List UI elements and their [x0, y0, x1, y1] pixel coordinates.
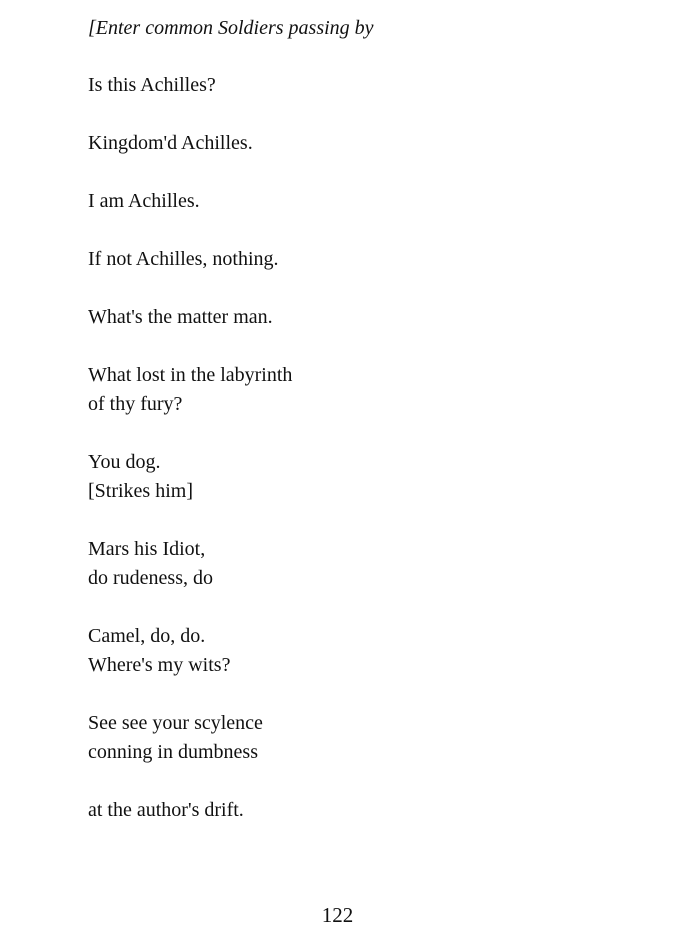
verse-line: See see your scylence	[88, 712, 263, 734]
verse-line: Where's my wits?	[88, 654, 231, 676]
stanza	[88, 361, 608, 419]
verse-line: You dog.	[88, 451, 161, 473]
verse-line: conning in dumbness	[88, 741, 258, 763]
stanza	[88, 622, 608, 680]
verse-line: What's the matter man.	[88, 306, 273, 328]
stanza	[88, 129, 608, 158]
verse-line: of thy fury?	[88, 393, 183, 415]
verse-line: What lost in the labyrinth	[88, 364, 293, 386]
verse-line: Mars his Idiot,	[88, 538, 206, 560]
verse-line: Camel, do, do.	[88, 625, 206, 647]
stanza	[88, 71, 608, 100]
stanza	[88, 303, 608, 332]
stanza	[88, 709, 608, 767]
page-number: 122	[321, 903, 354, 927]
verse-line: Is this Achilles?	[88, 74, 216, 96]
verse-body	[88, 71, 608, 854]
verse-line: at the author's drift.	[88, 799, 244, 821]
stanza	[88, 448, 608, 506]
stanza	[88, 245, 608, 274]
verse-line: do rudeness, do	[88, 567, 213, 589]
verse-line: Kingdom'd Achilles.	[88, 132, 253, 154]
stanza	[88, 187, 608, 216]
stage-direction-inline: [Strikes him]	[88, 480, 193, 502]
verse-line: If not Achilles, nothing.	[88, 248, 279, 270]
stage-direction: [Enter common Soldiers passing by	[88, 17, 374, 39]
stanza	[88, 796, 608, 825]
verse-line: I am Achilles.	[88, 190, 200, 212]
stanza	[88, 535, 608, 593]
